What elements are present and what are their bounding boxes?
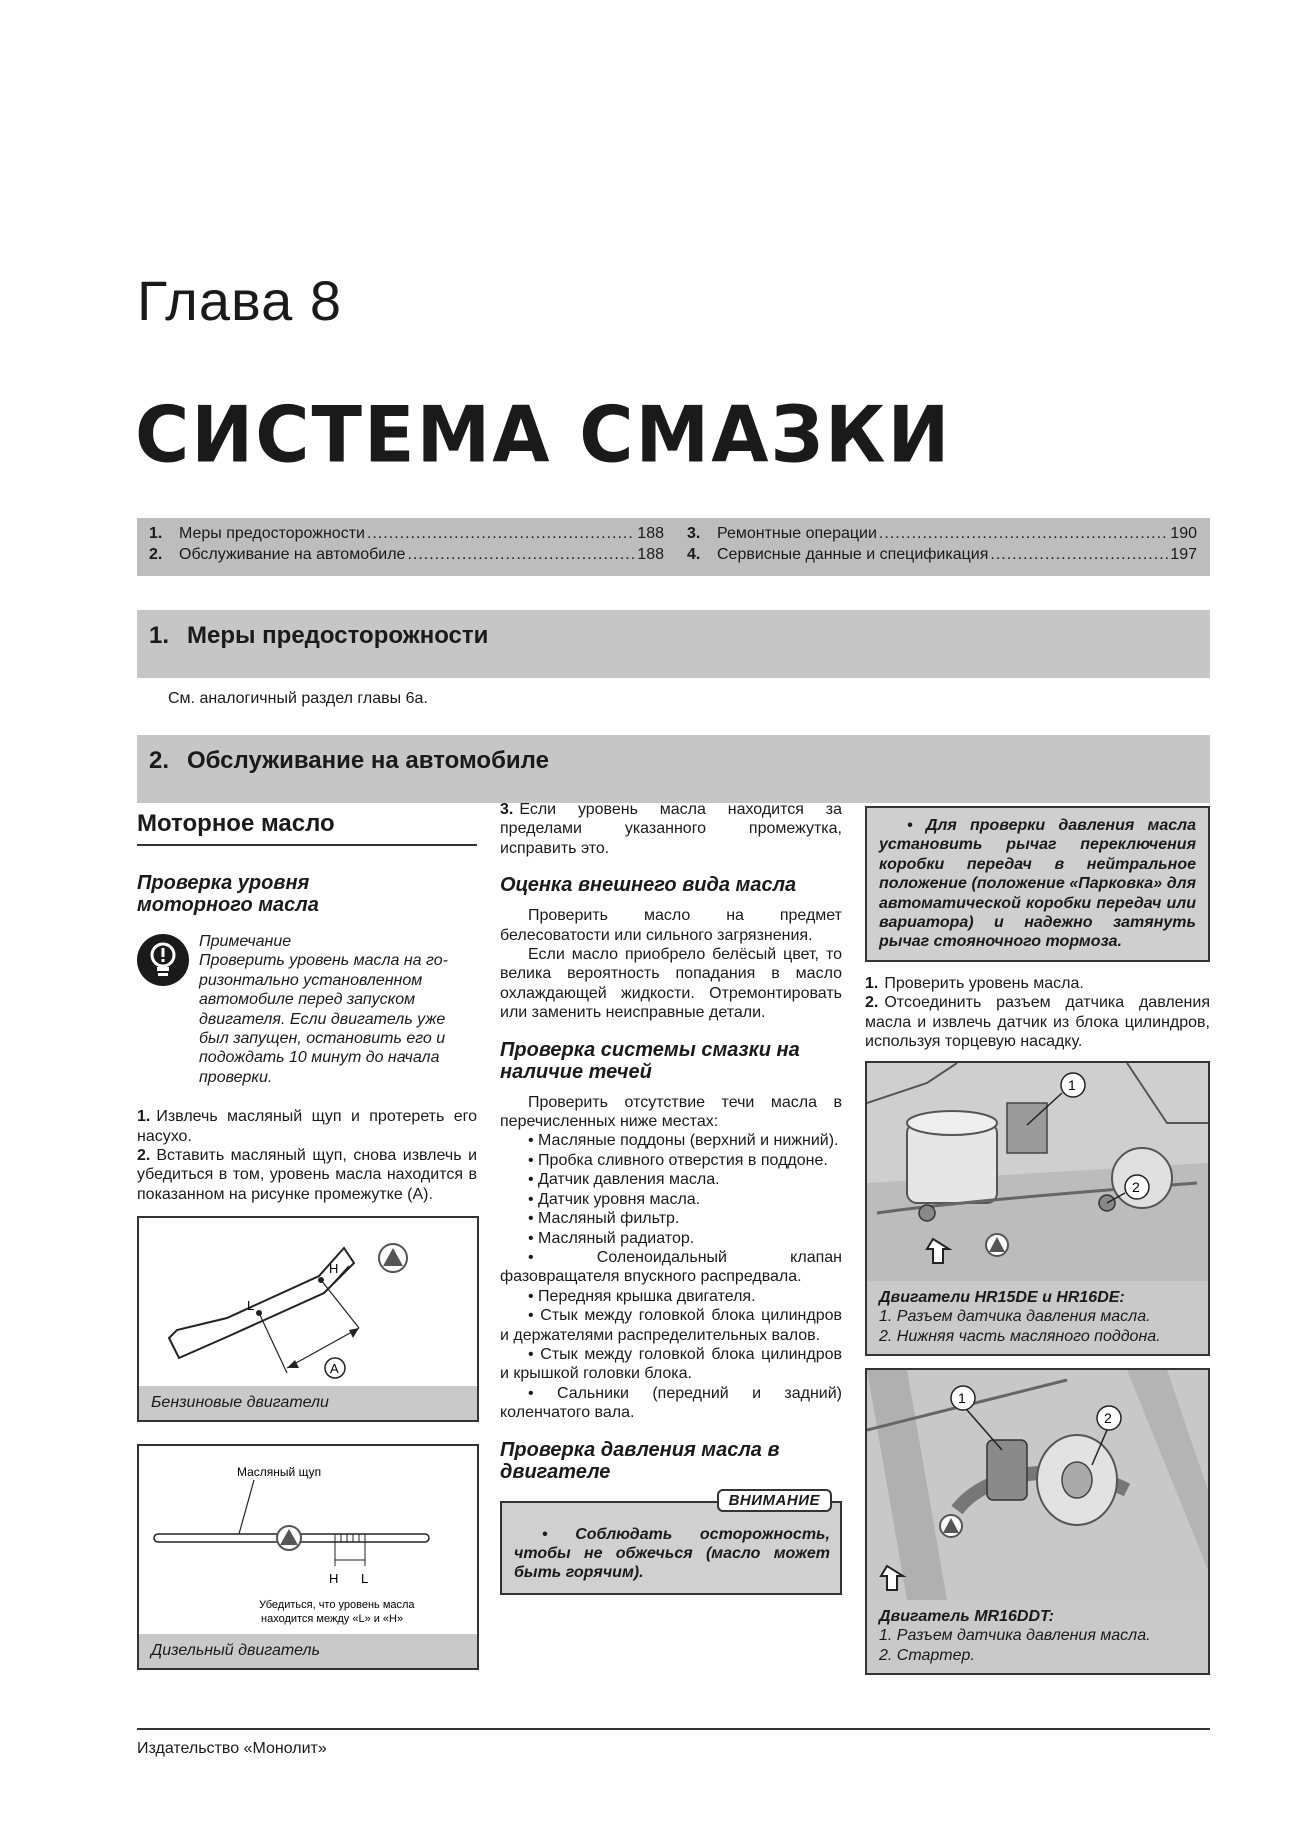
figure-caption: Дизельный двигатель (139, 1634, 477, 1668)
section-header-1 (137, 610, 1210, 678)
step-item: 1. Проверить уровень масла. (865, 974, 1084, 992)
step-item: 2. Вставить масляный щуп, снова извлечь и убедиться в том, уровень масла находится в показанном на рисунке промежутке (А). (137, 1147, 477, 1203)
engine-photo-mr (867, 1370, 1208, 1600)
toc-item-text: Меры предосторожности (179, 525, 365, 542)
warning-box (500, 1491, 842, 1595)
monolit-logo-icon (940, 1515, 962, 1537)
toc-item-page: 190 (1170, 525, 1197, 542)
figure-petrol-dipstick (137, 1216, 479, 1422)
note-text-first: Проверить уровень масла на го- (199, 952, 448, 970)
info-box (865, 806, 1210, 962)
label-l: L (361, 1571, 369, 1587)
toc-item-page: 197 (1170, 546, 1197, 563)
figure-caption-title: Двигатель MR16DDT: (879, 1608, 1054, 1626)
list-item: • Масляный фильтр. (528, 1210, 680, 1228)
label-l: L (247, 1298, 255, 1314)
toc-item-page: 188 (637, 546, 664, 563)
step-item: 3. Если уровень масла находится за пределами указанного промежутка, исправить это. (500, 801, 842, 857)
label-dipstick: Масляный щуп (237, 1465, 322, 1480)
engine-photo-hr (867, 1063, 1208, 1281)
subsection-heading: Моторное масло (137, 810, 477, 846)
pressure-heading: Проверка давления масла в двигателе (500, 1438, 780, 1483)
toc-item[interactable] (687, 525, 1197, 546)
list-item: • Передняя крышка двигателя. (528, 1287, 756, 1305)
warning-text: • Соблюдать осторожность, чтобы не обжечься (масло может быть горячим). (514, 1525, 830, 1582)
figure-caption: Бензиновые двигатели (139, 1386, 477, 1420)
toc-item[interactable] (149, 546, 664, 567)
toc-item-page: 188 (637, 525, 664, 542)
dipstick-diagram (139, 1446, 477, 1634)
callout-2: 2 (1132, 1179, 1140, 1196)
list-item: • Масляные поддоны (верхний и нижний). (528, 1132, 839, 1150)
toc-leader (367, 525, 635, 543)
list-item: • Соленоидальный клапан фазовращателя впускного распредвала. (500, 1248, 842, 1286)
figure-mr-engine (865, 1368, 1210, 1675)
toc-item-number: 3. (687, 525, 701, 542)
section1-text: См. аналогичный раздел главы 6а. (168, 690, 428, 707)
toc-leader (990, 546, 1168, 564)
list-item: • Пробка сливного отверстия в поддоне. (528, 1151, 828, 1169)
figure-caption-line: 1. Разъем датчика давления масла. (879, 1308, 1151, 1326)
toc-item[interactable] (687, 546, 1197, 567)
dipstick-note-line2: находится между «L» и «H» (261, 1613, 404, 1626)
list-item: • Масляный радиатор. (528, 1229, 695, 1247)
monolit-logo-icon (986, 1234, 1008, 1256)
warning-tag: ВНИМАНИЕ (717, 1489, 832, 1512)
list-item: • Датчик уровня масла. (528, 1190, 701, 1208)
toc-leader (407, 546, 635, 564)
toc-item-number: 4. (687, 546, 701, 563)
chapter-label: Глава 8 (137, 269, 342, 332)
step-item: 2. Отсоединить разъем датчика давления масла и извлечь датчик из блока цилиндров, используя торцевую насадку. (865, 994, 1210, 1051)
callout-1: 1 (1068, 1077, 1076, 1094)
note-text: ризонтально установленном автомобиле перед запуском двигателя. Если двигатель уже был запущен, остановить его и подождать 10 минут до начала проверки. (199, 971, 446, 1086)
figure-caption-line: 1. Разъем датчика давления масла. (879, 1627, 1151, 1645)
section-title: Меры предосторожности (187, 622, 489, 649)
list-item: • Стык между головкой блока цилиндров и крышкой головки блока. (500, 1345, 842, 1383)
figure-diesel-dipstick (137, 1444, 479, 1670)
list-item: • Сальники (передний и задний) коленчатого вала. (500, 1384, 842, 1422)
figure-caption-line: 2. Нижняя часть масляного поддона. (879, 1327, 1161, 1345)
figure-hr-engine (865, 1061, 1210, 1356)
footer-rule (137, 1728, 1210, 1730)
leak-heading: Проверка системы смазки на наличие течей (500, 1038, 800, 1083)
toc-item-text: Ремонтные операции (717, 525, 877, 542)
section-title: Обслуживание на автомобиле (187, 747, 549, 774)
step-item: 1. Извлечь масляный щуп и протереть его насухо. (137, 1108, 477, 1145)
list-item: • Датчик давления масла. (528, 1171, 720, 1189)
callout-2: 2 (1104, 1410, 1112, 1427)
monolit-logo-icon (277, 1526, 301, 1550)
list-item: • Стык между головкой блока цилиндров и держателями распределительных валов. (500, 1307, 842, 1344)
toc-item-text: Обслуживание на автомобиле (179, 546, 406, 563)
note-block (137, 932, 477, 1087)
figure-caption-title: Двигатели HR15DE и HR16DE: (879, 1289, 1125, 1307)
appearance-paragraph: Проверить масло на предмет белесоватости или сильного загрязнения. (500, 907, 842, 944)
callout-1: 1 (958, 1390, 966, 1407)
section-number: 2. (149, 747, 170, 774)
dipstick-note-line1: Убедиться, что уровень масла (259, 1599, 415, 1612)
toc-item-number: 1. (149, 525, 163, 542)
section-number: 1. (149, 622, 170, 649)
label-h: H (329, 1261, 339, 1277)
toc-item-number: 2. (149, 546, 163, 563)
column-2 (500, 801, 842, 1595)
label-h: H (329, 1571, 339, 1587)
toc-item[interactable] (149, 525, 664, 546)
info-text: • Для проверки давления масла установить рычаг переключения коробки передач в нейтральное положение (положение «Парковка» для автоматической коробки передач или вариатора) и надежно затянуть рычаг стояночного тормоза. (879, 817, 1196, 951)
toc-leader (879, 525, 1168, 543)
appearance-paragraph: Если масло приобрело белёсый цвет, то велика вероятность попадания в масло охлаждающей жидкости. Отремонтировать или заменить неисправные детали. (500, 946, 842, 1022)
figure-caption-line: 2. Стартер. (879, 1646, 975, 1664)
chapter-title: СИСТЕМА СМАЗКИ (135, 389, 952, 481)
toc-item-text: Сервисные данные и спецификация (717, 546, 989, 563)
label-a: A (330, 1361, 339, 1377)
note-title: Примечание (199, 933, 292, 950)
lightbulb-icon (137, 934, 189, 986)
leak-intro: Проверить отсутствие течи масла в перечисленных ниже местах: (500, 1093, 842, 1131)
section-header-2 (137, 735, 1210, 803)
appearance-heading: Оценка внешнего вида масла (500, 874, 797, 897)
table-of-contents (137, 518, 1210, 576)
column-1 (137, 810, 477, 1670)
footer-publisher: Издательство «Монолит» (137, 1740, 327, 1757)
column-3 (865, 810, 1210, 1675)
subsubsection-heading: Проверка уровня моторного масла (137, 872, 319, 916)
dipstick-illustration (139, 1218, 477, 1386)
monolit-logo-icon (379, 1244, 407, 1272)
